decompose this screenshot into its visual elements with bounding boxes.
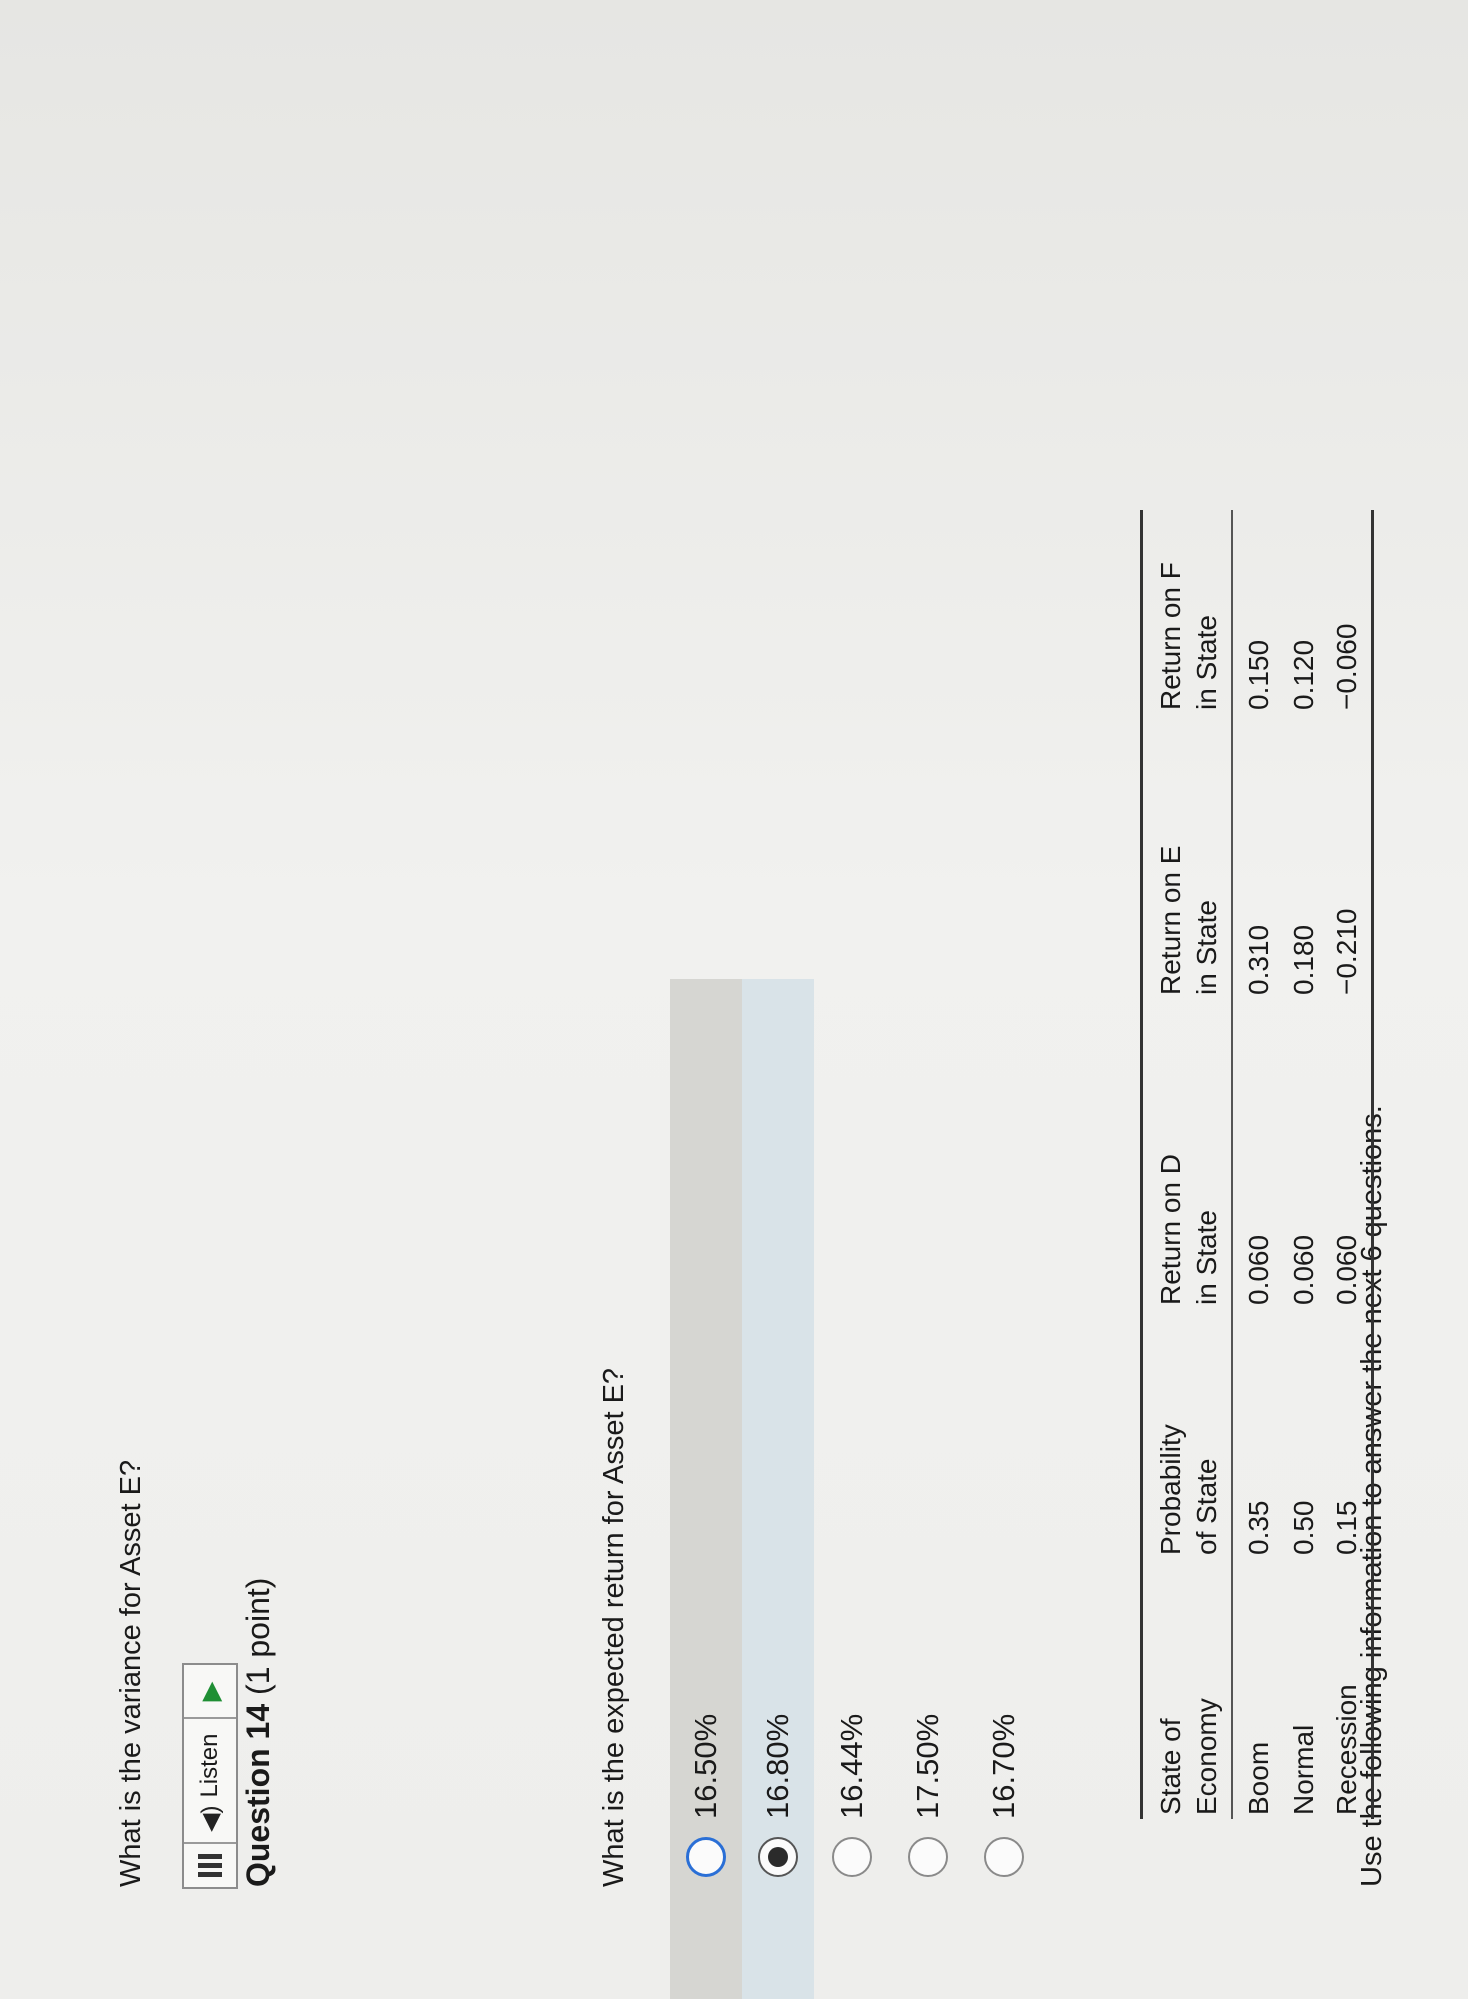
table-cell: 0.060 <box>1242 1234 1274 1305</box>
answer-option-17-50[interactable] <box>892 1714 964 1877</box>
table-row <box>1284 510 1324 1819</box>
question-14-title: Question 14 (1 point) <box>240 1577 276 1887</box>
question-14-text: What is the variance for Asset E? <box>115 1459 147 1887</box>
menu-bars-icon <box>198 1854 222 1877</box>
play-icon: ▶ <box>194 1681 225 1702</box>
table-cell: 0.15 <box>1331 1500 1363 1555</box>
table-cell: Boom <box>1242 1741 1274 1815</box>
header-state: State of Economy <box>1142 1595 1233 1819</box>
listen-widget <box>182 1664 238 1890</box>
header-return-e: Return on E in State <box>1142 750 1233 1050</box>
table-cell: Recession <box>1331 1684 1363 1815</box>
option-label: 16.50% <box>688 1713 723 1819</box>
table-cell: −0.210 <box>1331 908 1363 995</box>
option-label: 16.44% <box>834 1713 869 1819</box>
table-cell: 0.150 <box>1242 639 1274 710</box>
option-label: 17.50% <box>910 1713 945 1819</box>
answer-option-16-80[interactable] <box>742 979 814 1999</box>
header-return-f: Return on F in State <box>1142 510 1233 750</box>
table-row <box>1232 510 1284 1819</box>
table-header-row <box>1142 510 1233 1819</box>
answer-option-16-50[interactable] <box>670 979 742 1999</box>
answer-option-16-44[interactable] <box>816 1714 888 1877</box>
play-button[interactable] <box>184 1666 236 1718</box>
returns-table <box>1140 510 1374 1819</box>
table-cell: 0.120 <box>1288 639 1319 710</box>
radio-button[interactable] <box>832 1837 872 1877</box>
header-return-d: Return on D in State <box>1142 1050 1233 1355</box>
listen-label: Listen <box>196 1733 223 1798</box>
table-cell: 0.060 <box>1288 1234 1319 1305</box>
header-probability: Probability of State <box>1142 1355 1233 1595</box>
table-cell: 0.50 <box>1288 1500 1319 1555</box>
radio-button-selected[interactable] <box>758 1837 798 1877</box>
option-label: 16.80% <box>760 1713 795 1819</box>
table-cell: 0.35 <box>1242 1500 1274 1555</box>
listen-menu-button[interactable] <box>184 1842 236 1887</box>
table-cell: 0.060 <box>1331 1234 1363 1305</box>
option-label: 16.70% <box>986 1713 1021 1819</box>
question-13-text: What is the expected return for Asset E? <box>598 1367 630 1887</box>
speaker-icon: ◀) <box>196 1805 224 1832</box>
radio-button[interactable] <box>984 1837 1024 1877</box>
table-cell: Normal <box>1288 1724 1319 1815</box>
instructions-text: Use the following information to answer the next 6 questions. <box>1356 1105 1388 1887</box>
answer-option-16-70[interactable] <box>968 1714 1040 1877</box>
table-cell: 0.310 <box>1242 924 1274 995</box>
table-row <box>1324 510 1372 1819</box>
radio-button[interactable] <box>686 1837 726 1877</box>
listen-button[interactable] <box>184 1718 236 1843</box>
radio-dot-icon <box>768 1847 788 1867</box>
table-cell: 0.180 <box>1288 924 1319 995</box>
radio-button[interactable] <box>908 1837 948 1877</box>
table-cell: −0.060 <box>1331 623 1363 710</box>
